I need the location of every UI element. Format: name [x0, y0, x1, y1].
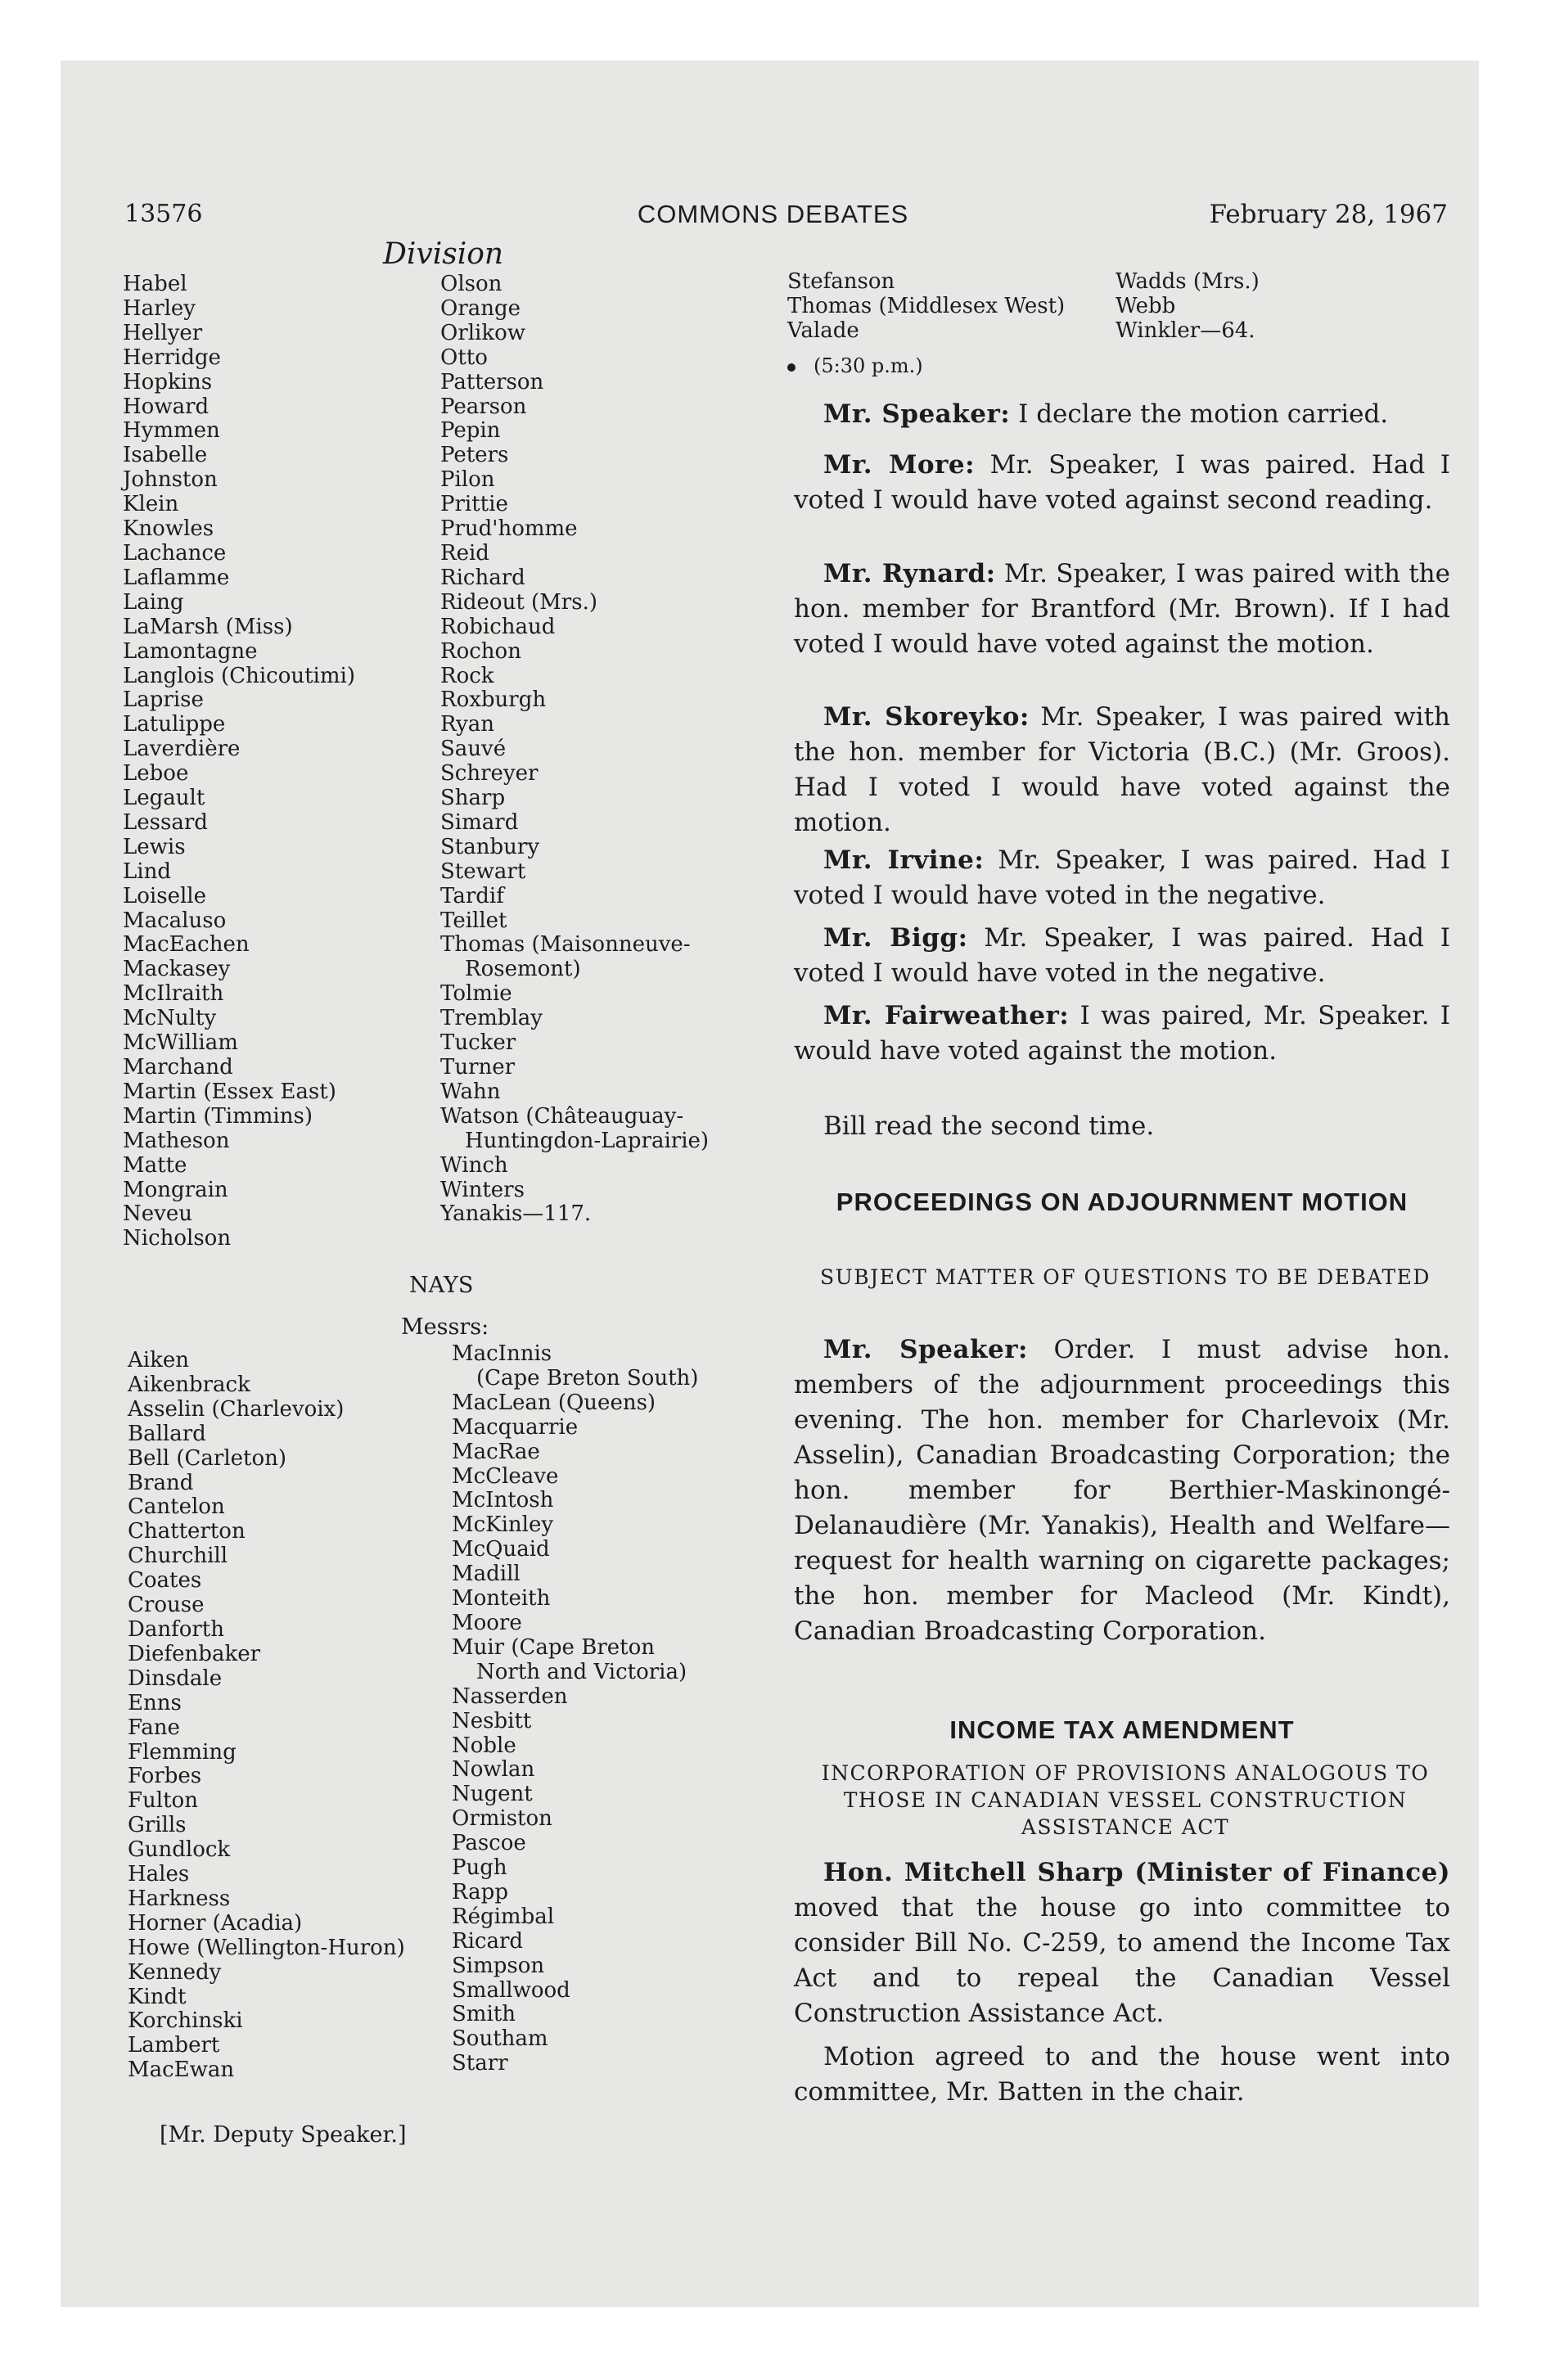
speaker-name: Mr. Bigg: — [823, 923, 968, 953]
member-name: Horner (Acadia) — [128, 1910, 303, 1936]
member-name: Cantelon — [128, 1494, 225, 1520]
member-name: Nowlan — [452, 1757, 535, 1783]
member-name: Prud'homme — [440, 516, 578, 542]
member-name: Howard — [123, 394, 210, 419]
member-name: Macaluso — [123, 908, 227, 933]
member-name: Robichaud — [440, 614, 556, 639]
section-heading: PROCEEDINGS ON ADJOURNMENT MOTION — [836, 1188, 1409, 1216]
member-name: Howe (Wellington-Huron) — [128, 1935, 405, 1960]
member-name: Olson — [440, 272, 503, 296]
section-subheading: SUBJECT MATTER OF QUESTIONS TO BE DEBATED — [820, 1265, 1431, 1289]
member-name: Habel — [123, 272, 187, 296]
speaker-name: Mr. Rynard: — [823, 559, 996, 588]
publication-title: COMMONS DEBATES — [637, 200, 909, 228]
member-name: Pascoe — [452, 1831, 526, 1856]
member-name: Noble — [452, 1733, 516, 1758]
member-name: Pilon — [440, 467, 495, 493]
member-name: Asselin (Charlevoix) — [128, 1396, 345, 1422]
member-name: LaMarsh (Miss) — [123, 614, 293, 639]
member-name: Klein — [123, 492, 179, 517]
member-name: Rapp — [452, 1879, 508, 1904]
member-name: Wahn — [440, 1079, 501, 1104]
member-name: Lind — [123, 859, 171, 884]
member-name: Herridge — [123, 345, 221, 370]
speech-paragraph — [794, 998, 1450, 1069]
member-name: Korchinski — [128, 2008, 243, 2034]
bullet-icon — [787, 363, 796, 372]
member-name: Roxburgh — [440, 687, 547, 713]
member-name: Matheson — [123, 1128, 230, 1153]
speech-paragraph — [794, 1332, 1450, 1649]
member-name: McIntosh — [452, 1488, 554, 1513]
member-name: McQuaid — [452, 1537, 550, 1562]
member-name: Latulippe — [123, 712, 226, 737]
member-name: North and Victoria) — [476, 1659, 687, 1684]
member-name: Mongrain — [123, 1177, 228, 1202]
member-name: Stanbury — [440, 834, 540, 859]
member-name: Pearson — [440, 394, 527, 419]
speech-paragraph — [794, 921, 1450, 991]
member-name: Nugent — [452, 1782, 533, 1807]
yeas-column-1 — [123, 273, 355, 1251]
member-name: Nesbitt — [452, 1708, 532, 1733]
member-name: Grills — [128, 1813, 187, 1838]
member-name: Harkness — [128, 1886, 231, 1911]
member-name: (Cape Breton South) — [476, 1365, 699, 1391]
member-name: Coates — [128, 1568, 202, 1593]
member-name: Gundlock — [128, 1837, 231, 1863]
member-name: Fane — [128, 1715, 180, 1740]
speech-text: moved that the house go into committee to consider Bill No. C-259, to amend the Income Tax Act and to repeal the Canadian Vessel Construction Assistance Act. — [794, 1893, 1450, 2028]
speech-paragraph — [794, 843, 1450, 913]
member-name: Tucker — [440, 1030, 516, 1056]
member-name: Lachance — [123, 540, 227, 566]
member-name: Moore — [452, 1610, 522, 1635]
closing-paragraph: Motion agreed to and the house went into committee, Mr. Batten in the chair. — [794, 2042, 1450, 2107]
member-name: Orlikow — [440, 320, 526, 345]
speaker-name: Mr. Speaker: — [823, 399, 1011, 429]
member-name: Lambert — [128, 2033, 220, 2058]
messrs-label: Messrs: — [401, 1314, 489, 1340]
member-name: Tolmie — [440, 981, 512, 1007]
member-name: Reid — [440, 540, 489, 566]
member-name: Bell (Carleton) — [128, 1445, 287, 1471]
member-name: MacInnis — [452, 1341, 552, 1366]
member-name: McCleave — [452, 1463, 559, 1489]
member-name: Pepin — [440, 418, 501, 444]
member-name: Winters — [440, 1177, 525, 1202]
member-name: Diefenbaker — [128, 1641, 261, 1666]
member-name: Legault — [123, 786, 205, 811]
member-name: Schreyer — [440, 761, 539, 787]
member-name: Prittie — [440, 492, 508, 517]
member-name: Rideout (Mrs.) — [440, 589, 597, 615]
member-name: Ricard — [452, 1928, 524, 1954]
member-name: Laing — [123, 589, 184, 615]
member-name: Brand — [128, 1470, 194, 1495]
member-name: Turner — [440, 1055, 516, 1080]
member-name: Martin (Timmins) — [123, 1103, 313, 1129]
member-name: Stewart — [440, 859, 526, 884]
member-name: McNulty — [123, 1006, 217, 1031]
member-name: Peters — [440, 443, 509, 468]
member-name: Lessard — [123, 809, 208, 835]
member-name: Madill — [452, 1562, 521, 1587]
time-text: (5:30 p.m.) — [814, 354, 923, 377]
continued-names-a — [787, 270, 1065, 344]
member-name: Loiselle — [123, 883, 206, 908]
speaker-name: Mr. More: — [823, 450, 976, 480]
member-name: Simpson — [452, 1953, 545, 1978]
member-name: MacEwan — [128, 2058, 235, 2083]
member-name: Southam — [452, 2026, 548, 2052]
member-name: Neveu — [123, 1201, 192, 1227]
nays-column-1 — [128, 1349, 405, 2083]
member-name: Sharp — [440, 786, 506, 811]
member-name: Aikenbrack — [128, 1372, 250, 1397]
nays-column-2 — [452, 1342, 698, 2076]
speech-text: Mr. Speaker, I was paired. Had I voted I would have voted in the negative. — [794, 845, 1450, 910]
member-name: Langlois (Chicoutimi) — [123, 663, 355, 688]
member-name: Macquarrie — [452, 1414, 579, 1440]
member-name: Huntingdon-Laprairie) — [465, 1128, 710, 1153]
member-name: Matte — [123, 1152, 187, 1178]
member-name: McKinley — [452, 1512, 554, 1538]
member-name: Kindt — [128, 1984, 187, 2009]
speaker-name: Hon. Mitchell Sharp (Minister of Finance) — [823, 1858, 1450, 1887]
member-name: McWilliam — [123, 1030, 238, 1056]
member-name: Marchand — [123, 1055, 233, 1080]
member-name: Tremblay — [440, 1006, 543, 1031]
member-name: Otto — [440, 345, 488, 370]
speech-text: Mr. Speaker, I was paired. Had I voted I would have voted against second reading. — [794, 450, 1450, 515]
member-name: Nicholson — [123, 1226, 232, 1251]
member-name: Laflamme — [123, 565, 230, 590]
member-name: Pugh — [452, 1855, 507, 1881]
speaker-name: Mr. Irvine: — [823, 845, 985, 875]
continued-names-b — [1116, 270, 1260, 344]
member-name: Hales — [128, 1862, 190, 1887]
member-name: Churchill — [128, 1544, 228, 1569]
deputy-speaker-note: [Mr. Deputy Speaker.] — [160, 2122, 407, 2148]
section-heading: INCOME TAX AMENDMENT — [949, 1715, 1295, 1744]
member-name: Simard — [440, 809, 519, 835]
speech-paragraph — [794, 397, 1450, 432]
member-name: Patterson — [440, 369, 544, 394]
member-name: Starr — [452, 2051, 508, 2076]
member-name: Knowles — [123, 516, 214, 542]
member-name: Fulton — [128, 1788, 198, 1814]
member-name: Laprise — [123, 687, 204, 713]
member-name: Forbes — [128, 1764, 202, 1789]
member-name: McIlraith — [123, 981, 224, 1007]
nays-title: NAYS — [409, 1273, 474, 1298]
member-name: MacRae — [452, 1439, 540, 1464]
member-name: Thomas (Maisonneuve- — [440, 932, 691, 958]
member-name: Winch — [440, 1152, 508, 1178]
member-name: Isabelle — [123, 443, 208, 468]
page-date: February 28, 1967 — [1209, 200, 1448, 229]
member-name: Hellyer — [123, 320, 203, 345]
page-number: 13576 — [124, 200, 203, 228]
member-name: MacEachen — [123, 932, 250, 958]
member-name: Flemming — [128, 1739, 237, 1765]
member-name: Nasserden — [452, 1684, 568, 1709]
member-name: Ryan — [440, 712, 495, 737]
member-name: Yanakis—117. — [440, 1201, 592, 1227]
member-name: Teillet — [440, 908, 507, 933]
member-name: Rock — [440, 663, 494, 688]
member-name: Lewis — [123, 834, 186, 859]
yeas-column-2 — [440, 273, 709, 1227]
speech-paragraph — [794, 448, 1450, 518]
speech-text: I was paired, Mr. Speaker. I would have voted against the motion. — [794, 1001, 1450, 1066]
speech-paragraph — [794, 557, 1450, 662]
member-name: Rosemont) — [465, 957, 581, 982]
member-name: Chatterton — [128, 1519, 246, 1544]
member-name: Tardif — [440, 883, 504, 908]
member-name: Stefanson — [787, 269, 895, 294]
member-name: Sauvé — [440, 737, 507, 762]
member-name: Dinsdale — [128, 1666, 223, 1691]
member-name: Watson (Châteauguay- — [440, 1103, 684, 1129]
member-name: Winkler—64. — [1116, 318, 1255, 343]
member-name: Enns — [128, 1690, 182, 1715]
member-name: Thomas (Middlesex West) — [787, 293, 1066, 318]
member-name: Crouse — [128, 1593, 205, 1618]
member-name: Hopkins — [123, 369, 213, 394]
member-name: Kennedy — [128, 1959, 222, 1985]
member-name: Richard — [440, 565, 525, 590]
member-name: Lamontagne — [123, 638, 258, 664]
speech-text: Mr. Speaker, I was paired with the hon. member for Brantford (Mr. Brown). If I had voted I would have voted against the motion. — [794, 559, 1450, 659]
speech-text: I declare the motion carried. — [1010, 399, 1389, 429]
bill-read-line: Bill read the second time. — [823, 1111, 1155, 1141]
member-name: Régimbal — [452, 1904, 555, 1929]
member-name: Smallwood — [452, 1977, 570, 2003]
member-name: Harley — [123, 295, 196, 321]
member-name: Laverdière — [123, 737, 241, 762]
member-name: Smith — [452, 2002, 516, 2027]
member-name: Orange — [440, 295, 521, 321]
member-name: Ballard — [128, 1421, 206, 1446]
speaker-name: Mr. Fairweather: — [823, 1001, 1070, 1030]
member-name: MacLean (Queens) — [452, 1390, 656, 1415]
member-name: Ormiston — [452, 1806, 552, 1832]
speech-paragraph — [794, 1855, 1450, 2031]
member-name: Valade — [787, 318, 859, 343]
speech-text: Order. I must advise hon. members of the adjournment proceedings this evening. The hon. member for Charlevoix (Mr. Asselin), Canadian Broadcasting Corporation; the hon. member for Berthier-Maskinongé-Delanaudière (Mr. Yanakis), Health and Welfare—request for health warning on cigarette packages; the hon. member for Macleod (Mr. Kindt), Canadian Broadcasting Corporation. — [794, 1335, 1450, 1646]
member-name: Aiken — [128, 1348, 189, 1373]
member-name: Johnston — [123, 467, 218, 493]
time-stamp — [787, 354, 923, 377]
member-name: Martin (Essex East) — [123, 1079, 336, 1104]
member-name: Rochon — [440, 638, 521, 664]
member-name: Mackasey — [123, 957, 231, 982]
member-name: Hymmen — [123, 418, 220, 444]
member-name: Webb — [1116, 293, 1176, 318]
speech-paragraph — [794, 700, 1450, 841]
member-name: Muir (Cape Breton — [452, 1634, 655, 1660]
speaker-name: Mr. Speaker: — [823, 1335, 1028, 1364]
speaker-name: Mr. Skoreyko: — [823, 702, 1030, 732]
speech-text: Mr. Speaker, I was paired with the hon. member for Victoria (B.C.) (Mr. Groos). Had I voted I would have voted against the motion. — [794, 702, 1450, 837]
member-name: Leboe — [123, 761, 189, 787]
member-name: Wadds (Mrs.) — [1116, 269, 1260, 294]
speech-text: Mr. Speaker, I was paired. Had I voted I would have voted in the negative. — [794, 923, 1450, 988]
member-name: Monteith — [452, 1586, 551, 1611]
member-name: Danforth — [128, 1616, 224, 1642]
section-subheading: INCORPORATION OF PROVISIONS ANALOGOUS TO THOSE IN CANADIAN VESSEL CONSTRUCTION ASSISTANCE ACT — [821, 1761, 1430, 1839]
division-title: Division — [383, 237, 504, 271]
